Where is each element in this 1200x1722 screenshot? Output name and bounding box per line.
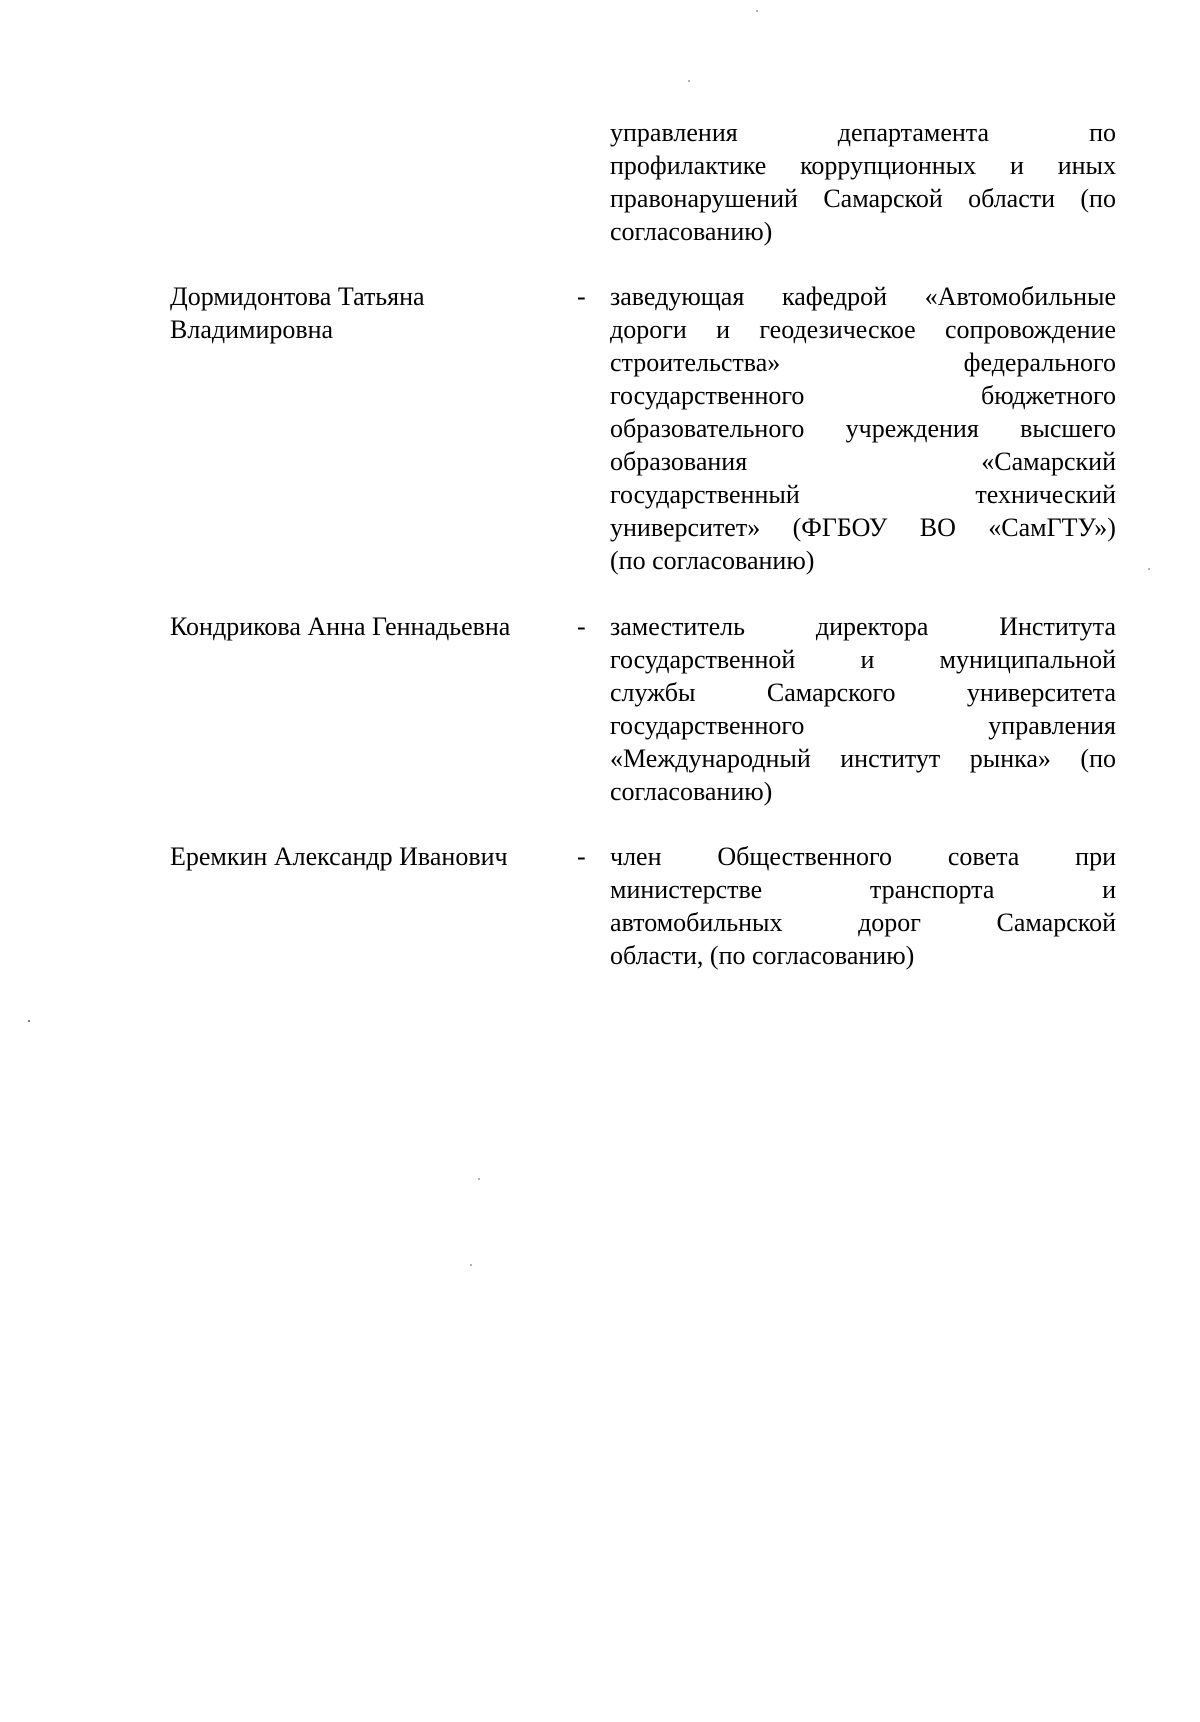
description-word: «Международный	[610, 744, 811, 773]
entry-description	[610, 116, 1116, 248]
description-word: и	[860, 645, 875, 674]
description-word: технический	[975, 480, 1116, 509]
description-line	[610, 709, 1116, 742]
description-line	[610, 116, 1116, 149]
description-word: заместитель	[610, 612, 746, 641]
description-word: рынка»	[969, 744, 1051, 773]
description-word: «Самарский	[981, 447, 1116, 476]
description-word: член	[610, 842, 662, 871]
description-line	[610, 280, 1116, 313]
description-line	[610, 182, 1116, 215]
entry-dash: -	[577, 612, 586, 641]
description-word: дорог	[858, 908, 921, 937]
description-line	[610, 478, 1116, 511]
description-line	[610, 676, 1116, 709]
description-word: управления	[610, 118, 738, 147]
description-word: бюджетного	[980, 381, 1116, 410]
description-word: по	[1089, 118, 1116, 147]
description-word: университета	[966, 678, 1116, 707]
entry-name-line: Дормидонтова Татьяна	[170, 282, 425, 311]
description-line	[610, 939, 1116, 972]
description-line	[610, 412, 1116, 445]
entry-dash: -	[577, 842, 586, 871]
scan-speck	[470, 1264, 472, 1266]
description-word: службы	[610, 678, 696, 707]
description-word: государственной	[610, 645, 796, 674]
description-word: ВО	[919, 513, 956, 542]
description-word: кафедрой	[782, 282, 887, 311]
description-word: (по	[1080, 184, 1116, 213]
description-line	[610, 215, 1116, 248]
description-line	[610, 544, 1116, 577]
description-word: строительства»	[610, 348, 781, 377]
description-word: и	[1102, 875, 1116, 904]
description-word: сопровождение	[944, 315, 1116, 344]
description-word: федерального	[963, 348, 1116, 377]
entry-name-line: Еремкин Александр Иванович	[170, 842, 508, 871]
description-word: транспорта	[869, 875, 995, 904]
description-word: заведующая	[610, 282, 745, 311]
description-word: Самарской	[996, 908, 1116, 937]
description-line	[610, 511, 1116, 544]
entry-name	[170, 840, 570, 873]
scan-speck	[1148, 568, 1150, 570]
scan-speck	[28, 1020, 30, 1022]
description-line	[610, 610, 1116, 643]
description-word: при	[1075, 842, 1116, 871]
description-word: геодезическое	[759, 315, 916, 344]
description-word: управления	[988, 711, 1116, 740]
description-line	[610, 840, 1116, 873]
description-word: области	[968, 184, 1056, 213]
description-word: коррупционных	[800, 151, 977, 180]
entry-dash: -	[577, 282, 586, 311]
description-line	[610, 379, 1116, 412]
description-word: Института	[999, 612, 1116, 641]
description-word: согласованию)	[610, 217, 773, 246]
description-word: государственный	[610, 480, 800, 509]
description-word: Самарской	[823, 184, 943, 213]
description-line	[610, 742, 1116, 775]
description-word: учреждения	[845, 414, 979, 443]
entry-name-line: Владимировна	[170, 315, 334, 344]
description-word: «СамГТУ»)	[988, 513, 1116, 542]
description-word: области, (по согласованию)	[610, 941, 915, 970]
description-line	[610, 873, 1116, 906]
description-word: директора	[815, 612, 929, 641]
scan-speck	[688, 80, 690, 82]
description-word: иных	[1057, 151, 1116, 180]
description-word: муниципальной	[939, 645, 1116, 674]
description-word: образовательного	[610, 414, 805, 443]
description-word: «Автомобильные	[924, 282, 1116, 311]
description-word: Общественного	[717, 842, 892, 871]
description-word: (по	[1080, 744, 1116, 773]
description-word: департамента	[837, 118, 989, 147]
description-word: институт	[840, 744, 941, 773]
description-word: министерстве	[610, 875, 763, 904]
description-word: автомобильных	[610, 908, 783, 937]
description-line	[610, 643, 1116, 676]
entry-description	[610, 610, 1116, 808]
description-word: (ФГБОУ	[792, 513, 888, 542]
description-word: согласованию)	[610, 777, 773, 806]
description-line	[610, 149, 1116, 182]
description-line	[610, 775, 1116, 808]
description-word: правонарушений	[610, 184, 798, 213]
description-line	[610, 313, 1116, 346]
entry-name	[170, 280, 570, 346]
description-word: Самарского	[766, 678, 896, 707]
description-word: и	[1009, 151, 1024, 180]
entry-description	[610, 280, 1116, 577]
description-word: совета	[947, 842, 1020, 871]
description-word: и	[716, 315, 731, 344]
entry-name	[170, 610, 570, 643]
description-word: государственного	[610, 711, 805, 740]
entry-description	[610, 840, 1116, 972]
description-word: университет»	[610, 513, 761, 542]
scan-speck	[478, 1178, 480, 1180]
description-word: дороги	[610, 315, 687, 344]
description-line	[610, 906, 1116, 939]
description-word: профилактике	[610, 151, 767, 180]
description-word: высшего	[1020, 414, 1116, 443]
description-word: государственного	[610, 381, 805, 410]
description-word: образования	[610, 447, 748, 476]
entry-name-line: Кондрикова Анна Геннадьевна	[170, 612, 511, 641]
description-line	[610, 445, 1116, 478]
description-line	[610, 346, 1116, 379]
scan-speck	[756, 10, 758, 12]
description-word: (по согласованию)	[610, 546, 815, 575]
